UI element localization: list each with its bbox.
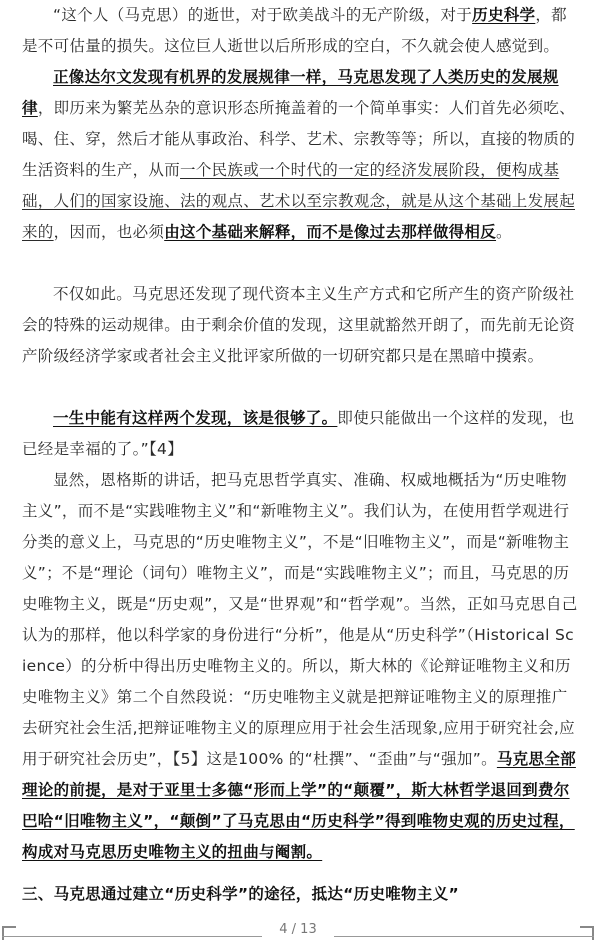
paragraph-5-emphasis: 马克思全部理论的前提，是对于亚里士多德“形而上学”的“颠覆”，斯大林哲学退回到费尔巴哈“旧唯物主义”，“颠倒”了马克思由“历史科学”得到唯物史观的历史过程，构成对马克思历史唯物主义的扭曲与阉割。 <box>22 750 576 861</box>
paragraph-1-text-a: “这个人（马克思）的逝世，对于欧美战斗的无产阶级，对于 <box>53 6 473 24</box>
paragraph-4-text: 即使只能做出一个这样的发现，也已经是幸福的了。”【4】 <box>22 409 575 458</box>
paragraph-3-text: 不仅如此。马克思还发现了现代资本主义生产方式和它所产生的资产阶级社会的特殊的运动规律。由于剩余价值的发现，这里就豁然开朗了，而先前无论资产阶级经济学家或者社会主义批评家所做的一切研究都只是在黑暗中摸索。 <box>22 285 576 365</box>
page-indicator: 4 / 13 <box>279 922 317 937</box>
paragraph-2-text-a: ，即历来为繁芜丛杂的意识形态所掩盖着的一个简单事实：人们首先必须吃、喝、住、穿，然后才能从事政治、科学、艺术、宗教等等；所以，直接的物质的生活资料的生产，从而 <box>22 99 576 179</box>
paragraph-4 <box>22 403 578 465</box>
paragraph-5-text: 显然，恩格斯的讲话，把马克思哲学真实、准确、权威地概括为“历史唯物主义”，而不是“实践唯物主义”和“新唯物主义”。我们认为，在使用哲学观进行分类的意义上，马克思的“历史唯物主义”，不是“旧唯物主义”，而是“新唯物主义”；不是“理论（词句）唯物主义”，而是“实践唯物主义”；而且，马克思的历史唯物主义，既是“历史观”，又是“世界观”和“哲学观”。当然，正如马克思自己认为的那样，他以科学家的身份进行“分析”，他是从“历史科学”（Historical Science）的分析中得出历史唯物主义的。所以，斯大林的《论辩证唯物主义和历史唯物主义》第二个自然段说：“历史唯物主义就是把辩证唯物主义的原理推广去研究社会生活,把辩证唯物主义的原理应用于社会生活现象,应用于研究社会,应用于研究社会历史”，【5】这是100% 的“杜撰”、“歪曲”与“强加”。 <box>22 471 578 768</box>
paragraph-2-text-c: 。 <box>496 223 512 241</box>
paragraph-2 <box>22 62 578 248</box>
paragraph-1 <box>22 0 578 62</box>
paragraph-5 <box>22 465 578 868</box>
paragraph-3 <box>22 279 578 372</box>
paragraph-4-emphasis: 一生中能有这样两个发现，该是很够了。 <box>53 409 338 427</box>
paragraph-1-text-b: ，都是不可估量的损失。这位巨人逝世以后所形成的空白，不久就会使人感觉到。 <box>22 6 567 55</box>
paragraph-1-emphasis: 历史科学 <box>472 6 536 24</box>
paragraph-2-text-b: ，因而，也必须 <box>53 223 165 241</box>
paragraph-2-emphasis-a: 正像达尔文发现有机界的发展规律一样，马克思发现了人类历史的发展规律 <box>22 68 559 117</box>
paragraph-2-emphasis-b: 由这个基础来解释，而不是像过去那样做得相反 <box>164 223 497 241</box>
section-heading: 三、马克思通过建立“历史科学”的途径，抵达“历史唯物主义” <box>22 885 459 903</box>
paragraph-2-underline: 一个民族或一个时代的一定的经济发展阶段，便构成基础，人们的国家设施、法的观点、艺术以至宗教观念，就是从这个基础上发展起来的 <box>22 161 576 241</box>
